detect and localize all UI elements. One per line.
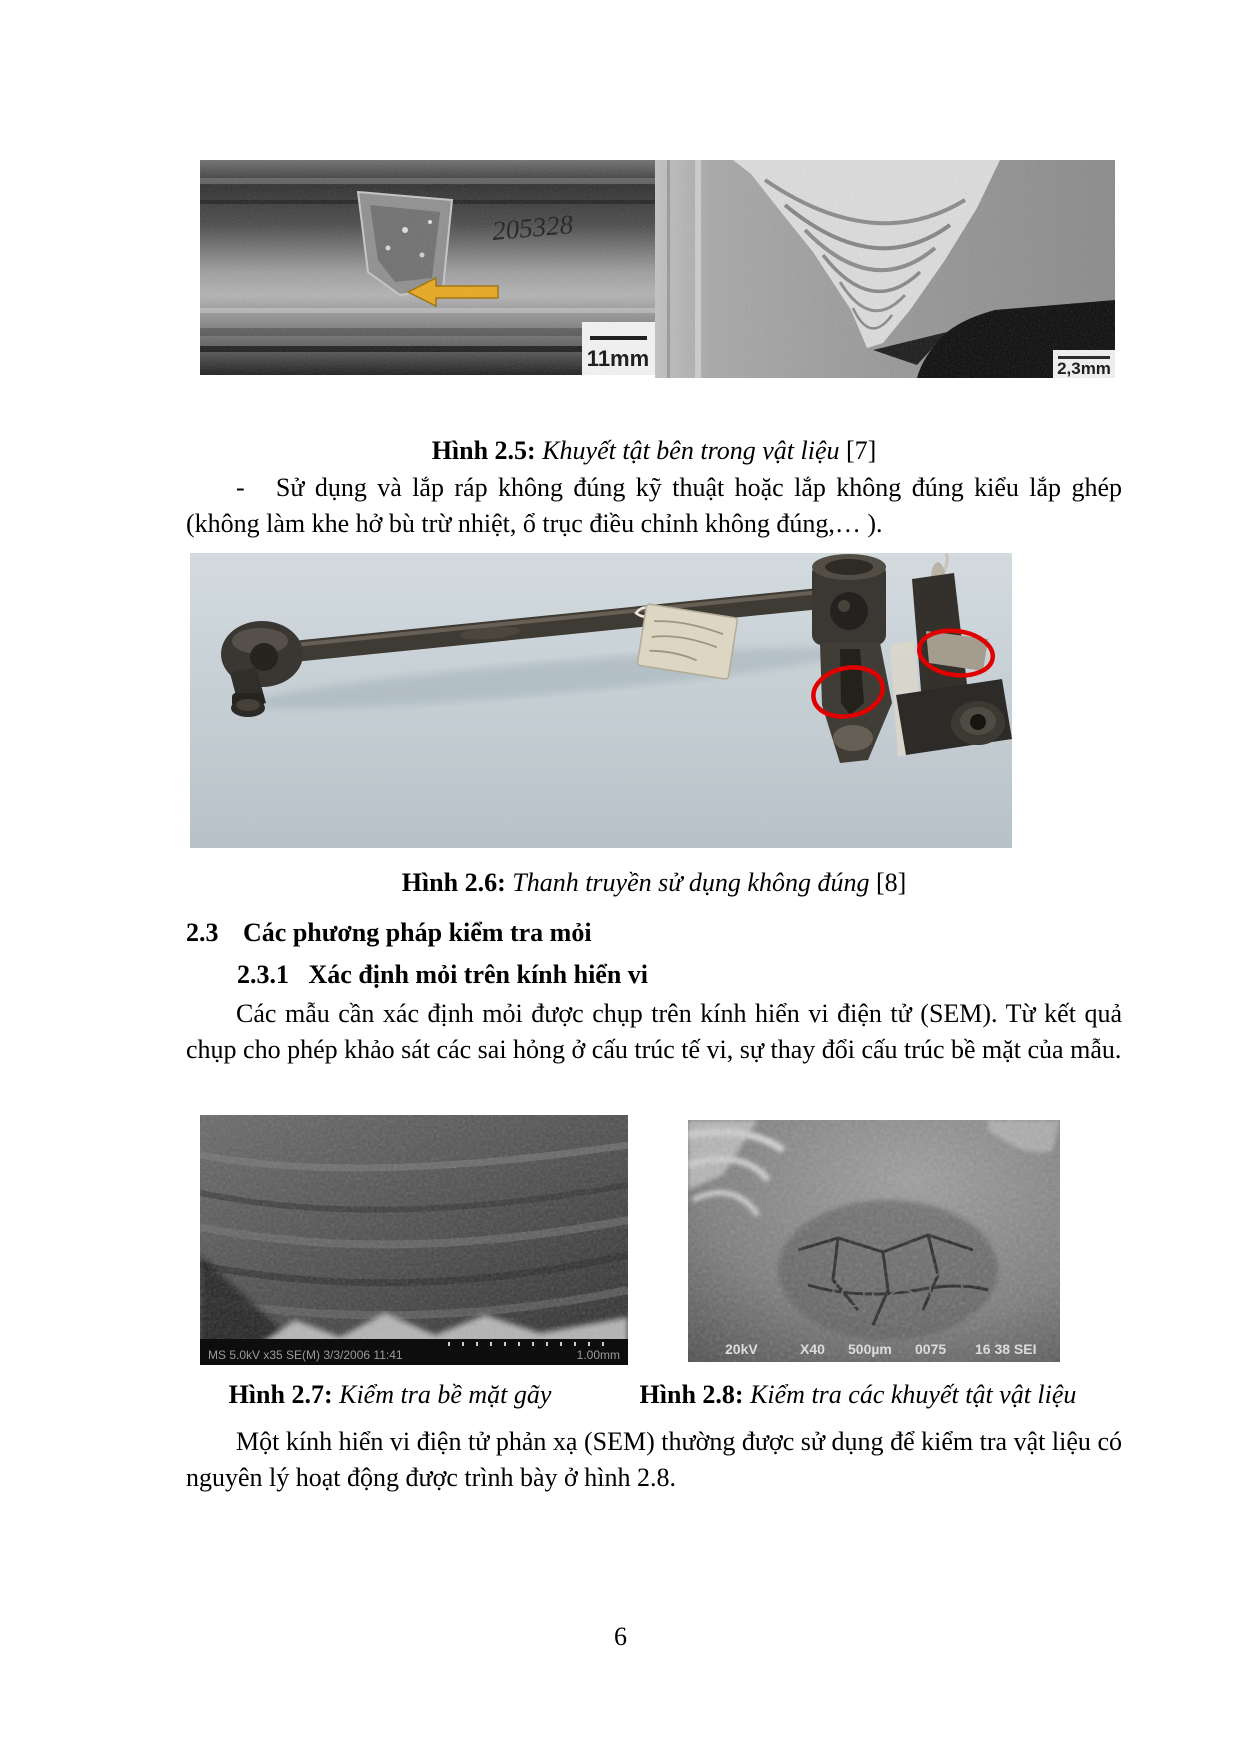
caption-2-8-label: Hình 2.8: xyxy=(639,1380,744,1409)
caption-2-6-ref: [8] xyxy=(875,868,907,897)
section-heading-2-3 xyxy=(186,916,592,950)
caption-2-7-text: Kiểm tra bề mặt gãy xyxy=(339,1380,552,1409)
caption-2-5-label: Hình 2.5: xyxy=(431,436,536,465)
section-heading-2-3-1 xyxy=(237,958,648,992)
paragraph-sem-intro: Các mẫu cần xác định mỏi được chụp trên kính hiển vi điện tử (SEM). Từ kết quả chụp cho phép khảo sát các sai hỏng ở cấu trúc tế vi, sự thay đổi cấu trúc bề mặt của mẫu. xyxy=(186,999,1122,1064)
fracture-photo-right xyxy=(655,160,1115,378)
fig28-image xyxy=(688,1120,1060,1362)
bullet-paragraph: - Sử dụng và lắp ráp không đúng kỹ thuật hoặc lắp không đúng kiểu lắp ghép (không làm khe hở bù trừ nhiệt, ổ trục điều chỉnh không đúng,… ). xyxy=(186,473,1122,538)
figure-2-7-caption xyxy=(170,1378,610,1412)
caption-2-5-text: Khuyết tật bên trong vật liệu xyxy=(542,436,840,465)
figure-2-8-caption xyxy=(600,1378,1116,1412)
section-number: 2.3 xyxy=(186,918,219,947)
fig25-right-image xyxy=(655,160,1115,378)
section-number: 2.3.1 xyxy=(237,960,289,989)
paper-tag xyxy=(637,604,738,680)
sem-kv: 20kV xyxy=(725,1341,758,1357)
big-end-head xyxy=(812,554,886,645)
caption-2-8-text: Kiểm tra các khuyết tật vật liệu xyxy=(750,1380,1077,1409)
fig26-image xyxy=(190,553,1012,848)
scale-label: 11mm xyxy=(586,346,650,371)
handwritten-number: 205328 xyxy=(490,209,575,246)
page-number: 6 xyxy=(614,1622,627,1651)
sem-time: 16 38 SEI xyxy=(975,1341,1037,1357)
connecting-rod-photo xyxy=(190,553,1012,848)
figure-2-6-caption xyxy=(186,866,1122,900)
sem-status-left: MS 5.0kV x35 SE(M) 3/3/2006 11:41 xyxy=(208,1348,403,1362)
sem-scale: 500µm xyxy=(848,1341,892,1357)
sem-photo-right xyxy=(688,1120,1060,1362)
figure-2-5-caption xyxy=(186,434,1122,468)
caption-2-6-text: Thanh truyền sử dụng không đúng xyxy=(512,868,870,897)
section-title: Xác định mỏi trên kính hiển vi xyxy=(308,960,649,989)
fig27-image xyxy=(200,1115,628,1365)
sem-photo-left xyxy=(200,1115,628,1365)
caption-2-6-label: Hình 2.6: xyxy=(401,868,506,897)
sem-status-right: 1.00mm xyxy=(576,1348,620,1362)
caption-2-5-ref: [7] xyxy=(845,436,877,465)
fig25-left-image xyxy=(200,160,655,375)
sem-frame: 0075 xyxy=(915,1341,947,1357)
sem-mag: X40 xyxy=(800,1341,825,1357)
caption-2-7-label: Hình 2.7: xyxy=(228,1380,333,1409)
section-title: Các phương pháp kiểm tra mỏi xyxy=(243,918,592,947)
scale-label: 2,3mm xyxy=(1057,359,1111,378)
paragraph-sem-principle: Một kính hiển vi điện tử phản xạ (SEM) thường được sử dụng để kiểm tra vật liệu có nguyên lý hoạt động được trình bày ở hình 2.8. xyxy=(186,1427,1122,1492)
fracture-photo-left xyxy=(200,160,655,375)
